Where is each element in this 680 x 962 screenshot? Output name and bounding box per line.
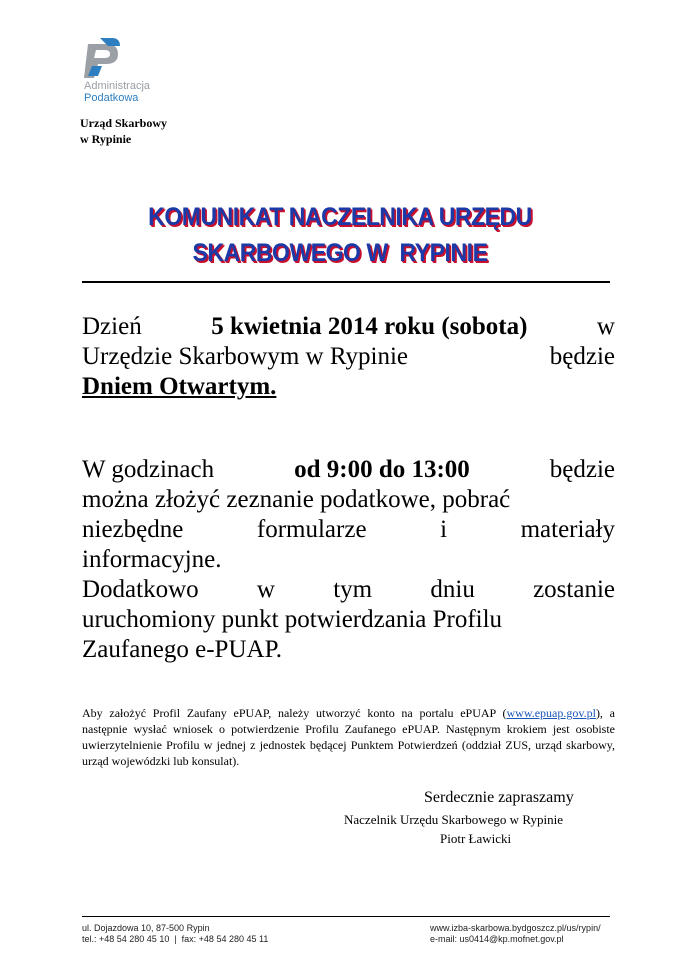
p2-line2-text: można złożyć zeznanie podatkowe, pobrać (82, 486, 511, 513)
p1-day: Dzień (82, 313, 142, 340)
p2-line4 (82, 545, 615, 575)
p2-line4-text: informacyjne. (82, 546, 222, 573)
p2-bedzie: będzie (549, 456, 615, 483)
p3-line3 (82, 635, 615, 665)
p3-word: dniu (430, 576, 475, 603)
office-name-line2: w Rypinie (80, 132, 132, 146)
p2-word: materiały (520, 516, 615, 543)
title-line2: SKARBOWEGO W RYPINIE (192, 239, 488, 267)
note-text-before: Aby założyć Profil Zaufany ePUAP, należy utworzyć konto na portalu ePUAP ( (82, 706, 507, 720)
p1-date: 5 kwietnia 2014 roku (sobota) (211, 313, 528, 340)
tax-administration-logo (82, 36, 162, 106)
announcement-paragraph-2 (82, 455, 615, 665)
p3-word: w (256, 576, 275, 603)
signature-greeting: Serdecznie zapraszamy (424, 789, 574, 806)
p3-word: tym (333, 576, 373, 603)
p1-line3 (82, 372, 615, 402)
p3-word: Dodatkowo (82, 576, 199, 603)
epuap-link[interactable]: www.epuap.gov.pl (506, 706, 596, 720)
p3-line2-text: uruchomiony punkt potwierdzania Profilu (82, 606, 503, 633)
note-text-after: ), a następnie wysłać wniosek o potwierdzenie Profilu Zaufanego ePUAP. Następnym krokiem jest osobiste uwierzytelnienie Profilu w jednej z jednostek będącej Punktem Potwierdzeń (oddział ZUS, urząd skarbowy, urząd wojewódzki lub konsulat). (82, 706, 615, 768)
office-name-line1: Urząd Skarbowy (80, 116, 168, 130)
p2-hours: od 9:00 do 13:00 (294, 456, 470, 483)
p2-line3 (82, 515, 615, 545)
signature-name: Piotr Ławicki (440, 831, 512, 846)
signature-role: Naczelnik Urzędu Skarbowego w Rypinie (344, 812, 563, 827)
p2-line1 (82, 455, 615, 485)
page-title (64, 199, 616, 271)
footer-address: ul. Dojazdowa 10, 87-500 Rypin (82, 923, 210, 933)
p2-word: niezbędne (82, 516, 184, 543)
tax-administration-logo-icon (82, 36, 122, 80)
open-day-label: Dniem Otwartym. (82, 373, 277, 400)
footer-website[interactable]: www.izba-skarbowa.bydgoszcz.pl/us/rypin/ (430, 923, 601, 933)
p2-w: W godzinach (82, 456, 215, 483)
footer-divider (82, 916, 610, 917)
logo-text-podatkowa: Podatkowa (84, 92, 139, 104)
title-line1: KOMUNIKAT NACZELNIKA URZĘDU (148, 203, 532, 231)
footer-contact (82, 923, 268, 945)
p1-w: w (596, 313, 615, 340)
p2-word: i (440, 516, 448, 543)
p3-line3-text: Zaufanego e-PUAP. (82, 636, 282, 663)
p3-line1 (82, 575, 615, 605)
p1-line2-b: będzie (549, 343, 615, 370)
p1-line2-a: Urzędzie Skarbowym w Rypinie (82, 343, 409, 370)
p2-word: formularze (256, 516, 367, 543)
p1-line2 (82, 342, 615, 372)
p1-line1 (82, 312, 615, 342)
title-divider (82, 281, 610, 283)
p2-line2 (82, 485, 615, 515)
footer-online (430, 923, 601, 945)
footer-email[interactable]: e-mail: us0414@kp.mofnet.gov.pl (430, 934, 564, 944)
footer-phones: tel.: +48 54 280 45 10 | fax: +48 54 280 45 11 (82, 934, 269, 944)
p3-word: zostanie (533, 576, 615, 603)
logo-text-administracja: Administracja (84, 80, 151, 92)
epuap-note (82, 705, 615, 769)
announcement-paragraph-1 (82, 312, 615, 402)
office-name (80, 115, 167, 147)
p3-line2 (82, 605, 615, 635)
